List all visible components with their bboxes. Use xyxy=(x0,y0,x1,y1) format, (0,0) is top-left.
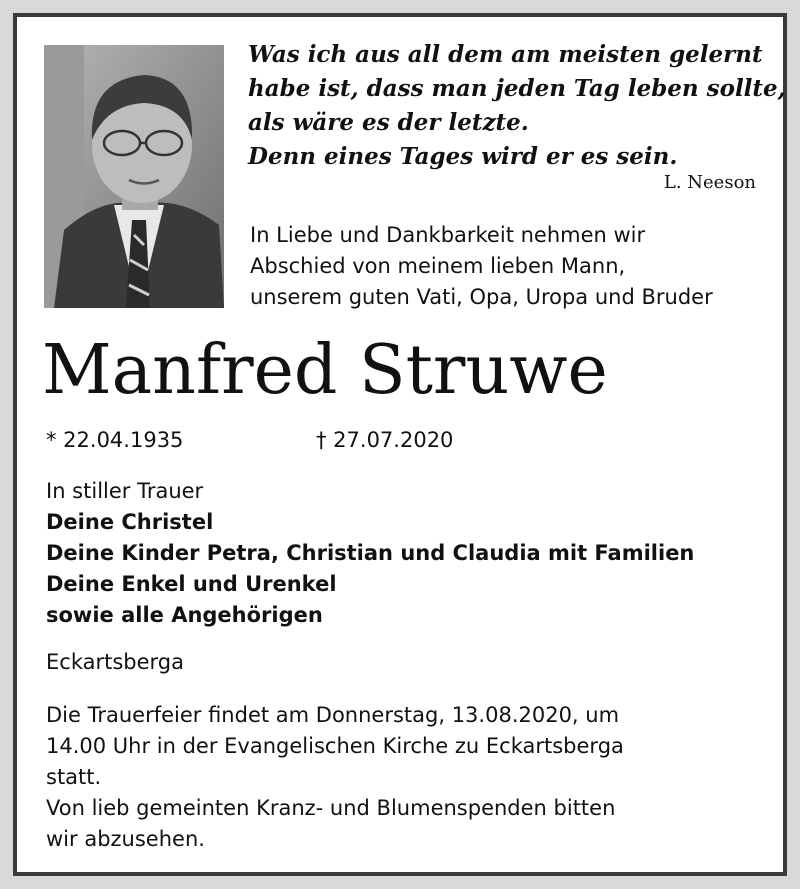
mourner-entry: Deine Enkel und Urenkel xyxy=(46,572,337,596)
mourner-entry: Deine Kinder Petra, Christian und Claudia mit Familien xyxy=(46,541,695,565)
service-line: Die Trauerfeier findet am Donnerstag, 13.08.2020, um xyxy=(46,703,620,727)
deceased-name: Manfred Struwe xyxy=(42,331,608,410)
mourners-heading: In stiller Trauer xyxy=(46,479,204,503)
service-line: 14.00 Uhr in der Evangelischen Kirche zu Eckartsberga xyxy=(46,734,624,758)
service-line: statt. xyxy=(46,765,102,789)
farewell-intro xyxy=(250,220,770,313)
death-date: † 27.07.2020 xyxy=(316,428,454,452)
portrait-image xyxy=(44,45,224,308)
intro-line: Abschied von meinem lieben Mann, xyxy=(250,254,626,278)
intro-line: In Liebe und Dankbarkeit nehmen wir xyxy=(250,223,646,247)
service-line: Von lieb gemeinten Kranz- und Blumenspenden bitten xyxy=(46,796,616,820)
mourner-entry: Deine Christel xyxy=(46,510,214,534)
quote-line: Was ich aus all dem am meisten gelernt xyxy=(248,41,763,68)
quote-line: habe ist, dass man jeden Tag leben sollte, xyxy=(248,75,786,102)
portrait-photo xyxy=(44,45,224,308)
quote-line: als wäre es der letzte. xyxy=(248,109,529,136)
birth-date: * 22.04.1935 xyxy=(46,428,184,452)
quote-line: Denn eines Tages wird er es sein. xyxy=(248,143,678,170)
service-info xyxy=(46,700,766,855)
quote xyxy=(248,38,786,174)
quote-author: L. Neeson xyxy=(663,172,756,193)
place: Eckartsberga xyxy=(46,650,184,674)
mourner-entry: sowie alle Angehörigen xyxy=(46,603,323,627)
service-line: wir abzusehen. xyxy=(46,827,205,851)
mourners xyxy=(46,476,776,631)
intro-line: unserem guten Vati, Opa, Uropa und Bruder xyxy=(250,285,713,309)
